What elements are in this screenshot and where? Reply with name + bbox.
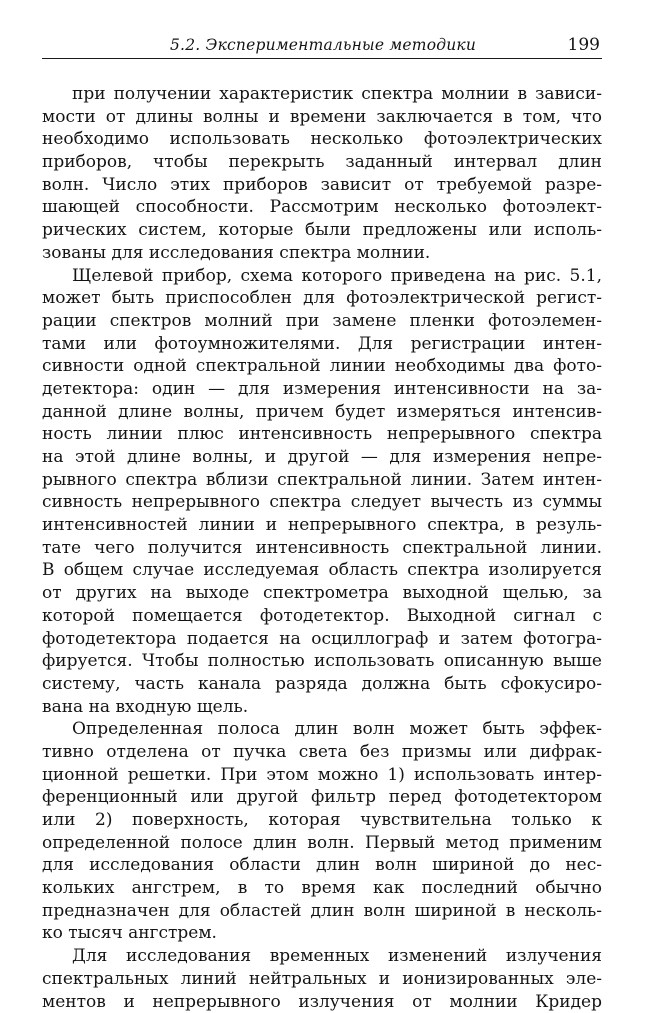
text-line: вана на входную щель. <box>42 696 602 719</box>
text-line: тами или фотоумножителями. Для регистрации интен- <box>42 333 602 356</box>
text-line: сивности одной спектральной линии необходимы два фото- <box>42 355 602 378</box>
text-line: которой помещается фотодетектор. Выходной сигнал с <box>42 605 602 628</box>
text-line: Для исследования временных изменений излучения <box>42 945 602 968</box>
text-line: интенсивностей линии и непрерывного спектра, в резуль- <box>42 514 602 537</box>
text-line: рических систем, которые были предложены или исполь- <box>42 219 602 242</box>
text-line: от других на выходе спектрометра выходной щелью, за <box>42 582 602 605</box>
section-title: 5.2. Экспериментальные методики <box>170 36 476 54</box>
paragraph <box>42 83 602 265</box>
text-line: мости от длины волны и времени заключается в том, что <box>42 106 602 129</box>
text-line: ность линии плюс интенсивность непрерывного спектра <box>42 423 602 446</box>
text-line: волн. Число этих приборов зависит от требуемой разре- <box>42 174 602 197</box>
text-line: данной длине волны, причем будет измеряться интенсив- <box>42 401 602 424</box>
text-line: зованы для исследования спектра молнии. <box>42 242 602 265</box>
text-line: на этой длине волны, и другой — для измерения непре- <box>42 446 602 469</box>
text-line: рации спектров молний при замене пленки фотоэлемен- <box>42 310 602 333</box>
text-line: В общем случае исследуемая область спектра изолируется <box>42 559 602 582</box>
text-line: определенной полосе длин волн. Первый метод применим <box>42 832 602 855</box>
text-line: детектора: один — для измерения интенсивности на за- <box>42 378 602 401</box>
body-text <box>42 83 602 1013</box>
text-line: может быть приспособлен для фотоэлектрической регист- <box>42 287 602 310</box>
running-head <box>42 28 602 59</box>
text-line: фируется. Чтобы полностью использовать описанную выше <box>42 650 602 673</box>
paragraph <box>42 265 602 719</box>
text-line: ментов и непрерывного излучения от молнии Кридер <box>42 991 602 1013</box>
text-line: необходимо использовать несколько фотоэлектрических <box>42 128 602 151</box>
book-page <box>42 28 602 1013</box>
text-line: Определенная полоса длин волн может быть эффек- <box>42 718 602 741</box>
page-number: 199 <box>568 35 600 55</box>
text-line: систему, часть канала разряда должна быть сфокусиро- <box>42 673 602 696</box>
text-line: предназначен для областей длин волн шириной в несколь- <box>42 900 602 923</box>
text-line: при получении характеристик спектра молнии в зависи- <box>42 83 602 106</box>
text-line: кольких ангстрем, в то время как последний обычно <box>42 877 602 900</box>
text-line: приборов, чтобы перекрыть заданный интервал длин <box>42 151 602 174</box>
text-line: рывного спектра вблизи спектральной линии. Затем интен- <box>42 469 602 492</box>
text-line: для исследования области длин волн шириной до нес- <box>42 854 602 877</box>
text-line: сивность непрерывного спектра следует вычесть из суммы <box>42 491 602 514</box>
text-line: тивно отделена от пучка света без призмы или дифрак- <box>42 741 602 764</box>
text-line: или 2) поверхность, которая чувствительна только к <box>42 809 602 832</box>
paragraph <box>42 718 602 945</box>
text-line: спектральных линий нейтральных и ионизированных эле- <box>42 968 602 991</box>
text-line: тате чего получится интенсивность спектральной линии. <box>42 537 602 560</box>
paragraph <box>42 945 602 1013</box>
text-line: ференционный или другой фильтр перед фотодетектором <box>42 786 602 809</box>
text-line: ко тысяч ангстрем. <box>42 922 602 945</box>
text-line: фотодетектора подается на осциллограф и затем фотогра- <box>42 628 602 651</box>
text-line: Щелевой прибор, схема которого приведена на рис. 5.1, <box>42 265 602 288</box>
text-line: шающей способности. Рассмотрим несколько фотоэлект- <box>42 196 602 219</box>
text-line: ционной решетки. При этом можно 1) использовать интер- <box>42 764 602 787</box>
